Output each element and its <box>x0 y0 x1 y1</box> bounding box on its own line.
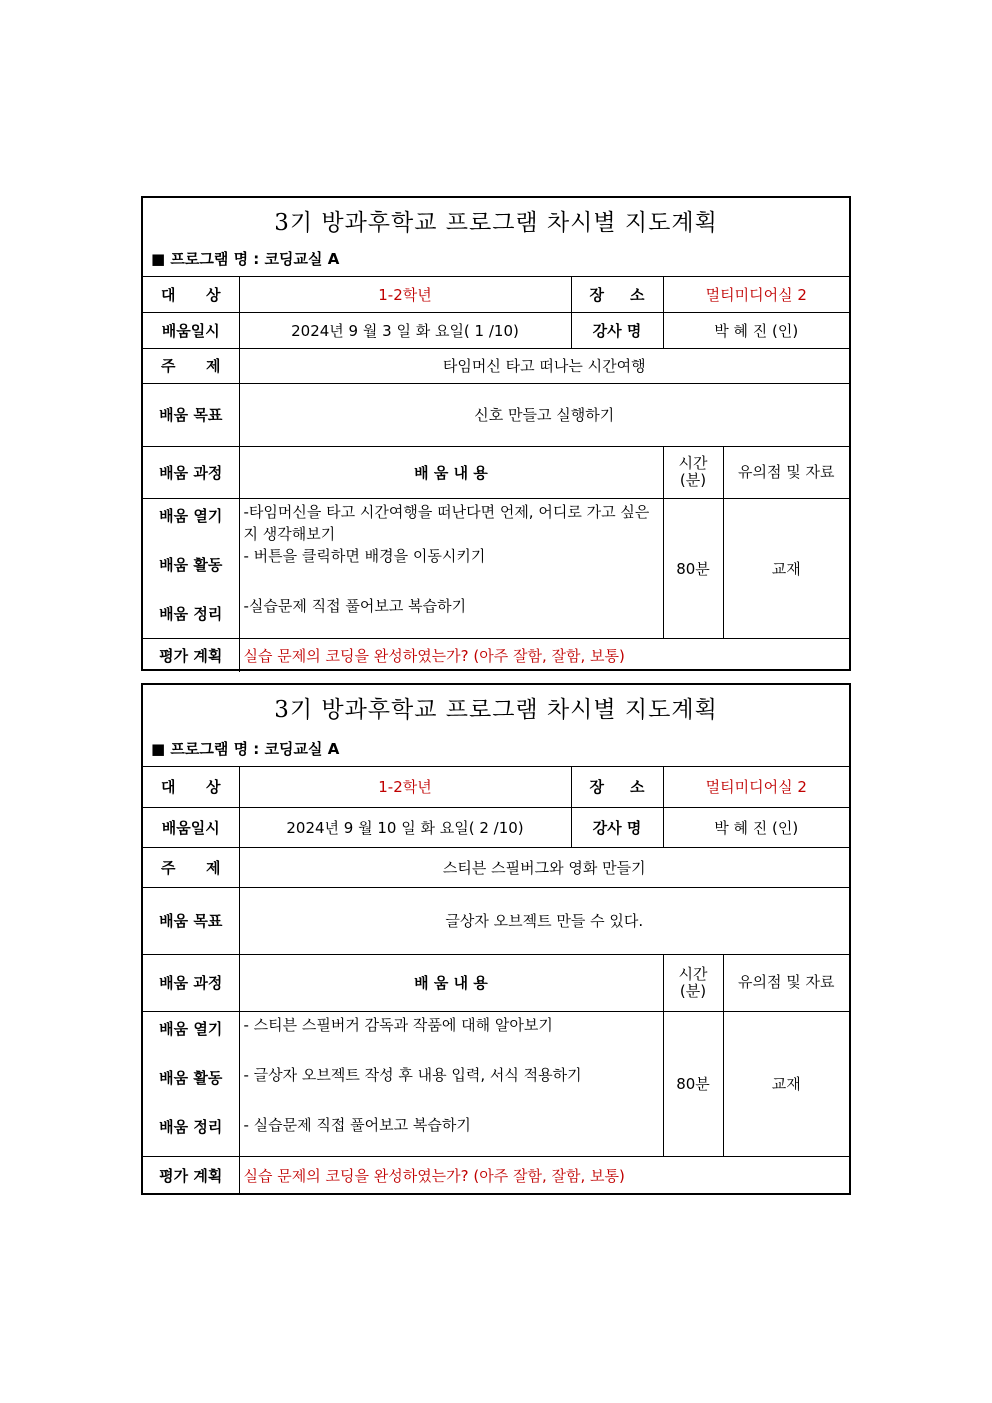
topic-value: 타임머신 타고 떠나는 시간여행 <box>239 348 849 383</box>
time-value: 80분 <box>663 498 723 638</box>
topic-label: 주 제 <box>143 847 239 887</box>
notes-value: 교재 <box>723 1011 849 1156</box>
time-label: 시간 (분) <box>663 954 723 1011</box>
program-name: ■ 프로그램 명 : 코딩교실 A <box>151 740 340 758</box>
notes-label: 유의점 및 자료 <box>723 446 849 498</box>
target-value: 1-2학년 <box>239 767 571 807</box>
date-value: 2024년 9 월 3 일 화 요일( 1 /10) <box>239 312 571 348</box>
date-value: 2024년 9 월 10 일 화 요일( 2 /10) <box>239 807 571 847</box>
topic-label: 주 제 <box>143 348 239 383</box>
process-label: 배움 과정 <box>143 446 239 498</box>
plan-table <box>143 277 849 672</box>
plan-header <box>143 685 849 767</box>
place-value: 멀티미디어실 2 <box>663 277 849 312</box>
goal-value: 신호 만들고 실행하기 <box>239 383 849 446</box>
notes-label: 유의점 및 자료 <box>723 954 849 1011</box>
time-label: 시간 (분) <box>663 446 723 498</box>
content-label: 배 움 내 용 <box>239 446 663 498</box>
place-value: 멀티미디어실 2 <box>663 767 849 807</box>
content-open: -타임머신을 타고 시간여행을 떠난다면 언제, 어디로 가고 싶은지 생각해보기 <box>243 502 650 543</box>
goal-value: 글상자 오브젝트 만들 수 있다. <box>239 887 849 954</box>
process-label: 배움 과정 <box>143 954 239 1011</box>
content-wrap: - 실습문제 직접 풀어보고 복습하기 <box>243 1115 471 1134</box>
target-label: 대 상 <box>143 277 239 312</box>
eval-label: 평가 계획 <box>143 1156 239 1195</box>
topic-value: 스티븐 스필버그와 영화 만들기 <box>239 847 849 887</box>
place-label: 장 소 <box>571 767 663 807</box>
program-name: ■ 프로그램 명 : 코딩교실 A <box>151 250 340 268</box>
contents-cell <box>239 1011 663 1156</box>
teacher-label: 강사 명 <box>571 312 663 348</box>
goal-label: 배움 목표 <box>143 383 239 446</box>
target-label: 대 상 <box>143 767 239 807</box>
content-activity: - 글상자 오브젝트 작성 후 내용 입력, 서식 적용하기 <box>243 1065 582 1084</box>
content-open: - 스티븐 스필버거 감독과 작품에 대해 알아보기 <box>243 1015 553 1034</box>
time-value: 80분 <box>663 1011 723 1156</box>
content-label: 배 움 내 용 <box>239 954 663 1011</box>
eval-value: 실습 문제의 코딩을 완성하였는가? (아주 잘함, 잘함, 보통) <box>239 638 849 672</box>
plan-header <box>143 198 849 277</box>
content-activity: - 버튼을 클릭하면 배경을 이동시키기 <box>243 546 486 565</box>
plan-title: 3기 방과후학교 프로그램 차시별 지도계획 <box>274 210 718 236</box>
lesson-plan-2 <box>141 683 851 1195</box>
stage-open: 배움 열기 <box>159 506 223 525</box>
teacher-label: 강사 명 <box>571 807 663 847</box>
place-label: 장 소 <box>571 277 663 312</box>
eval-label: 평가 계획 <box>143 638 239 672</box>
date-label: 배움일시 <box>143 807 239 847</box>
stages-cell <box>143 1011 239 1156</box>
plan-table <box>143 767 849 1195</box>
stages-cell <box>143 498 239 638</box>
content-wrap: -실습문제 직접 풀어보고 복습하기 <box>243 596 467 615</box>
stage-activity: 배움 활동 <box>159 555 223 574</box>
stage-activity: 배움 활동 <box>159 1068 223 1087</box>
teacher-value: 박 혜 진 (인) <box>663 807 849 847</box>
stage-wrap: 배움 정리 <box>159 604 223 623</box>
teacher-value: 박 혜 진 (인) <box>663 312 849 348</box>
date-label: 배움일시 <box>143 312 239 348</box>
stage-open: 배움 열기 <box>159 1019 223 1038</box>
goal-label: 배움 목표 <box>143 887 239 954</box>
notes-value: 교재 <box>723 498 849 638</box>
eval-value: 실습 문제의 코딩을 완성하였는가? (아주 잘함, 잘함, 보통) <box>239 1156 849 1195</box>
stage-wrap: 배움 정리 <box>159 1117 223 1136</box>
lesson-plan-1 <box>141 196 851 671</box>
contents-cell <box>239 498 663 638</box>
target-value: 1-2학년 <box>239 277 571 312</box>
plan-title: 3기 방과후학교 프로그램 차시별 지도계획 <box>274 697 718 723</box>
